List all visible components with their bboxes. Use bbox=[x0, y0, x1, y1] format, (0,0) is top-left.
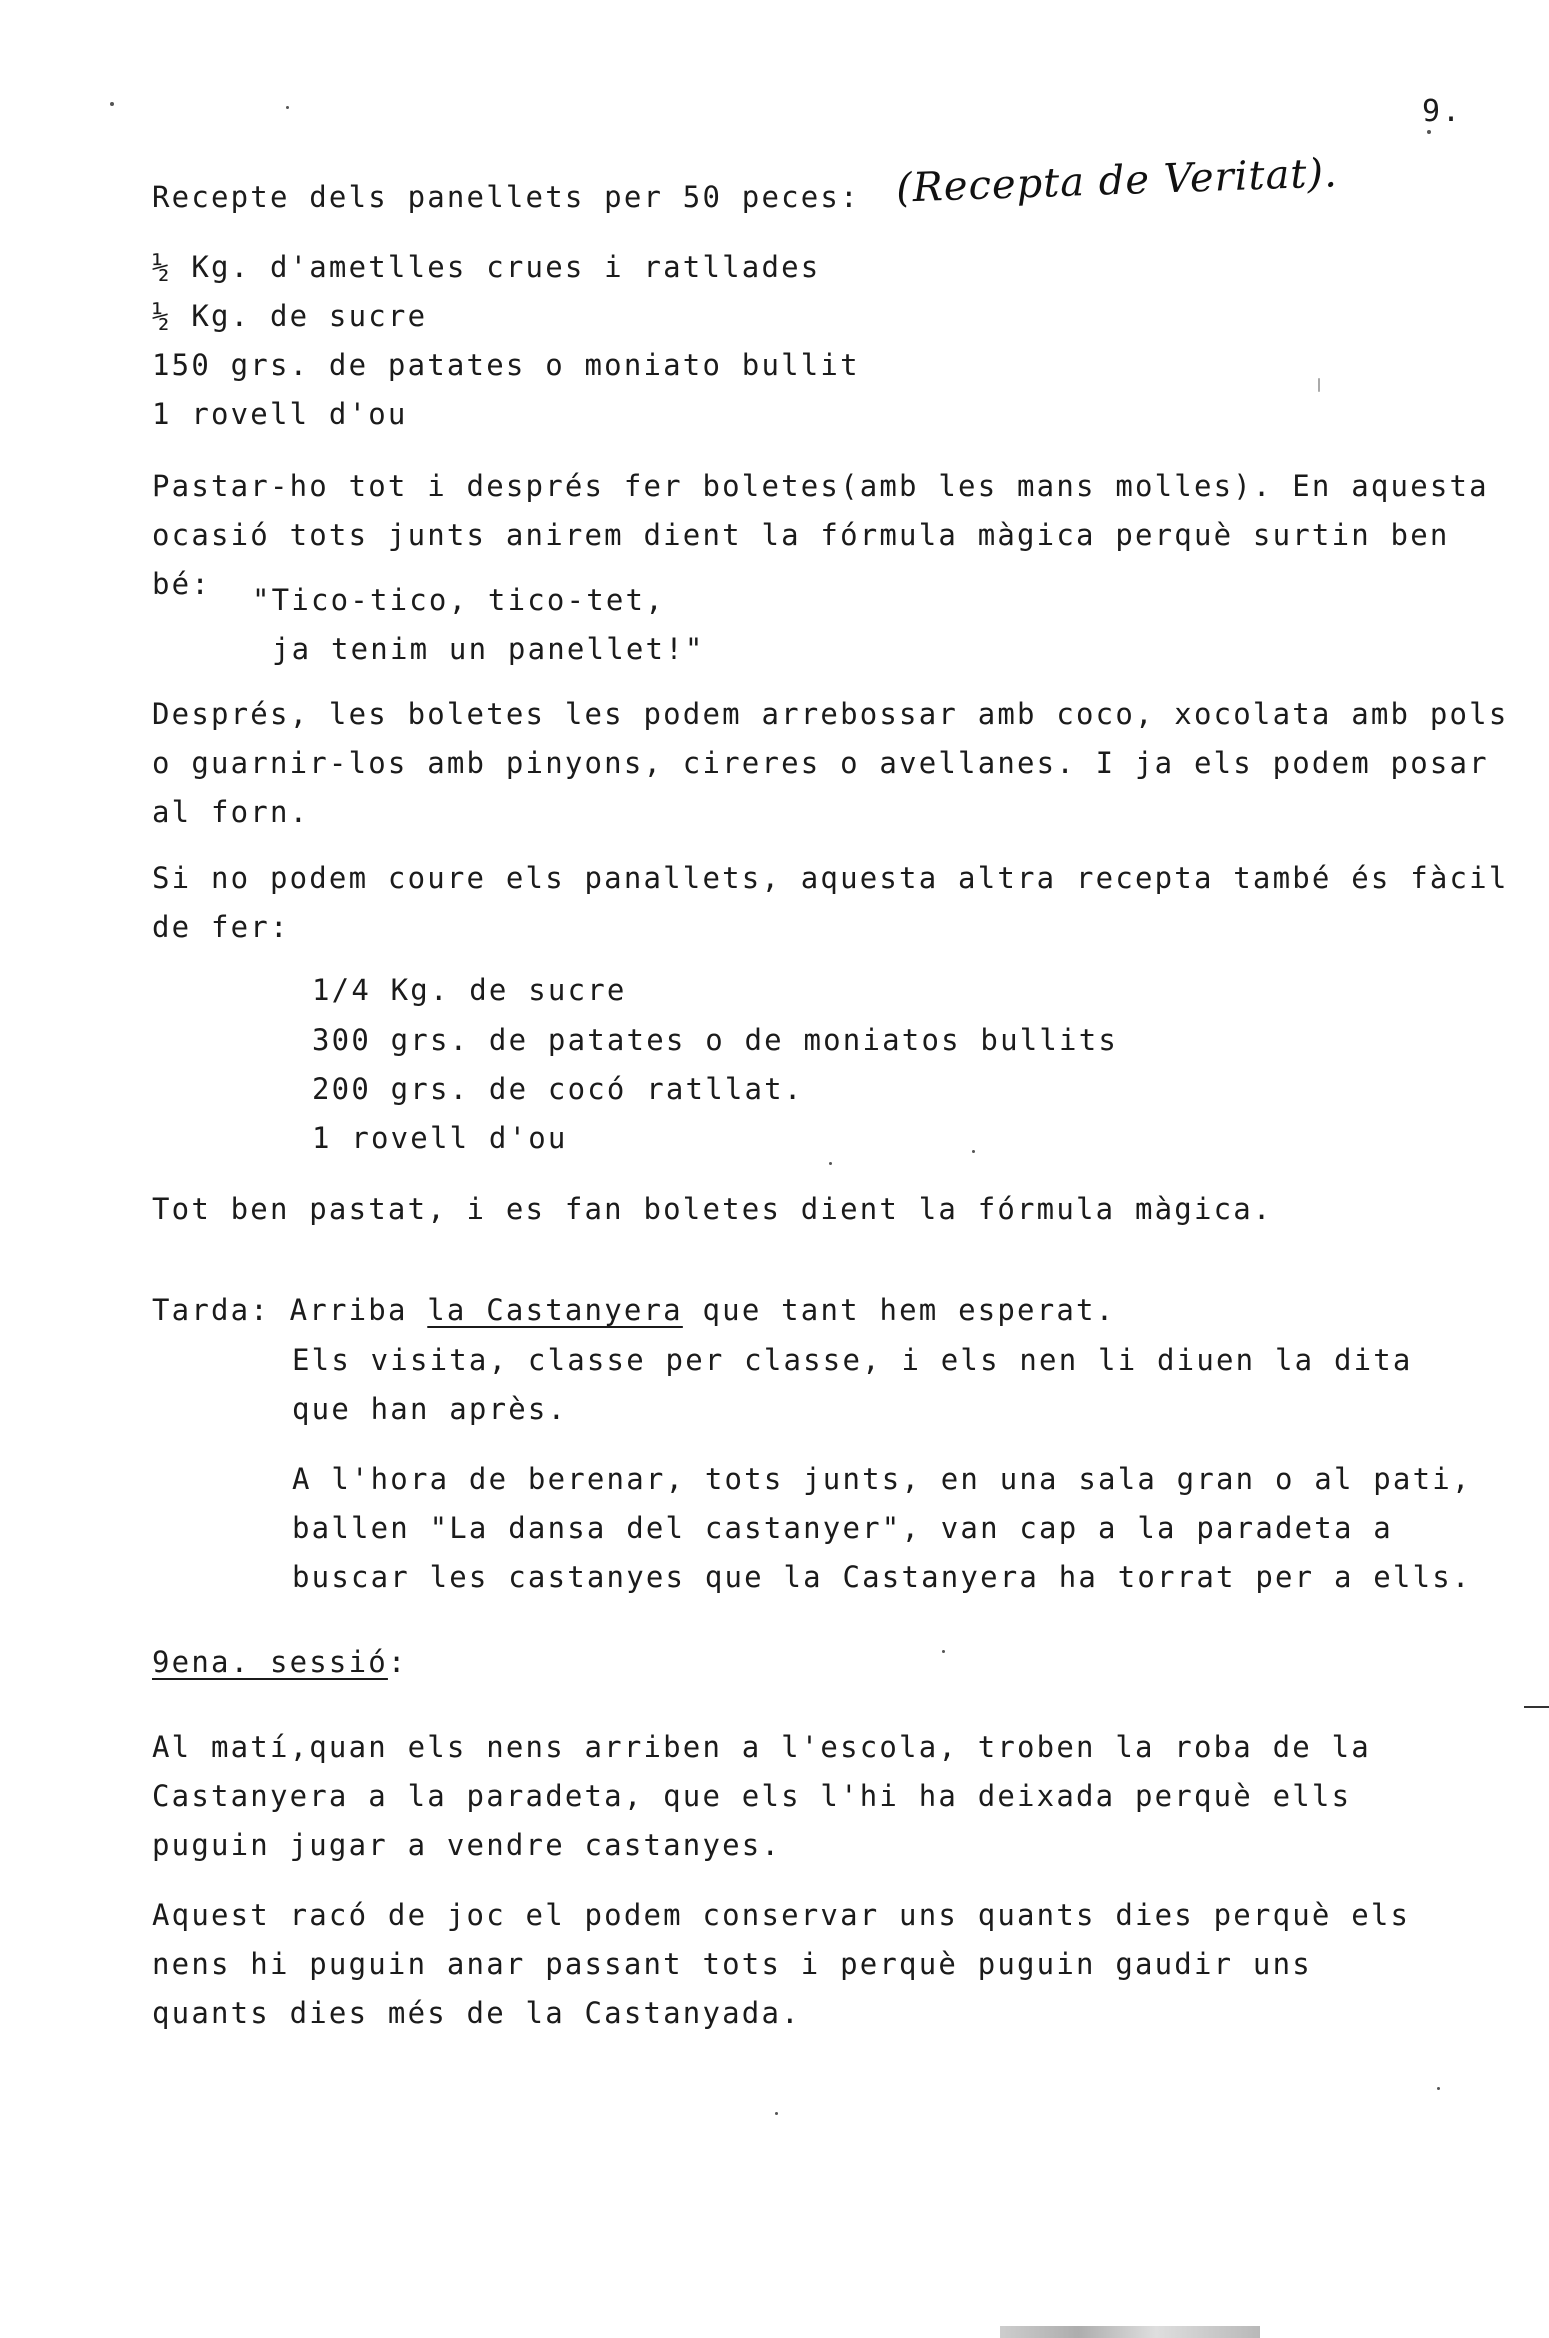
recipe2-ingredient: 200 grs. de cocó ratllat. bbox=[312, 1072, 804, 1106]
tarda-text-a: Arriba bbox=[289, 1293, 428, 1327]
session9-heading-line bbox=[152, 1645, 408, 1679]
scan-edge-mark bbox=[1524, 1706, 1549, 1708]
recipe2-ingredient: 1 rovell d'ou bbox=[312, 1121, 568, 1155]
tarda-line: A l'hora de berenar, tots junts, en una sala gran o al pati, bbox=[292, 1462, 1472, 1496]
scan-speck bbox=[1437, 2087, 1440, 2090]
recipe1-ingredient: ½ Kg. d'ametlles crues i ratllades bbox=[152, 250, 821, 284]
recipe2-intro: Si no podem coure els panallets, aquesta altra recepta també és fàcil bbox=[152, 861, 1509, 895]
tarda-first-line bbox=[152, 1293, 1116, 1327]
session9-paragraph2-line: quants dies més de la Castanyada. bbox=[152, 1996, 801, 2030]
recipe1-ingredient: 1 rovell d'ou bbox=[152, 397, 408, 431]
scan-speck bbox=[286, 106, 289, 109]
recipe1-ingredient: ½ Kg. de sucre bbox=[152, 299, 428, 333]
session9-paragraph1-line: Castanyera a la paradeta, que els l'hi ha deixada perquè ells bbox=[152, 1779, 1352, 1813]
magic-formula-line: ja tenim un panellet!" bbox=[272, 632, 705, 666]
session9-paragraph2-line: Aquest racó de joc el podem conservar uns quants dies perquè els bbox=[152, 1898, 1411, 1932]
tarda-text-b: que tant hem esperat. bbox=[682, 1293, 1116, 1327]
recipe1-instruction: ocasió tots junts anirem dient la fórmula màgica perquè surtin ben bbox=[152, 518, 1450, 552]
recipe1-instruction: bé: bbox=[152, 567, 211, 601]
scan-speck bbox=[775, 2112, 778, 2115]
tarda-label: Tarda: bbox=[152, 1293, 270, 1327]
session9-heading-suffix: : bbox=[387, 1645, 408, 1679]
recipe2-ingredient: 1/4 Kg. de sucre bbox=[312, 973, 627, 1007]
tarda-line: buscar les castanyes que la Castanyera ha torrat per a ells. bbox=[292, 1560, 1472, 1594]
tarda-line: que han après. bbox=[292, 1392, 568, 1426]
recipe1-after: o guarnir-los amb pinyons, cireres o avellanes. I ja els podem posar bbox=[152, 746, 1489, 780]
recipe1-instruction: Pastar-ho tot i després fer boletes(amb les mans molles). En aquesta bbox=[152, 469, 1489, 503]
scan-bottom-mark bbox=[1000, 2326, 1260, 2338]
scan-speck bbox=[1318, 378, 1320, 392]
tarda-line: ballen "La dansa del castanyer", van cap a la paradeta a bbox=[292, 1511, 1393, 1545]
recipe1-title: Recepte dels panellets per 50 peces: bbox=[152, 180, 860, 214]
session9-heading: 9ena. sessió bbox=[152, 1645, 388, 1679]
recipe1-ingredient: 150 grs. de patates o moniato bullit bbox=[152, 348, 860, 382]
recipe1-after: al forn. bbox=[152, 795, 310, 829]
session9-paragraph1-line: puguin jugar a vendre castanyes. bbox=[152, 1828, 782, 1862]
scan-speck bbox=[1427, 130, 1431, 134]
handwritten-note: (Recepta de Veritat). bbox=[895, 150, 1339, 212]
magic-formula-line: "Tico-tico, tico-tet, bbox=[252, 583, 665, 617]
recipe2-intro: de fer: bbox=[152, 910, 290, 944]
recipe1-after: Després, les boletes les podem arrebossar amb coco, xocolata amb pols bbox=[152, 697, 1509, 731]
session9-paragraph2-line: nens hi puguin anar passant tots i perquè puguin gaudir uns bbox=[152, 1947, 1312, 1981]
scan-speck bbox=[829, 1162, 832, 1165]
tarda-line: Els visita, classe per classe, i els nen li diuen la dita bbox=[292, 1343, 1413, 1377]
recipe2-ingredient: 300 grs. de patates o de moniatos bullits bbox=[312, 1023, 1119, 1057]
castanyera-underlined: la Castanyera bbox=[427, 1293, 683, 1327]
scan-speck bbox=[972, 1150, 975, 1153]
scan-speck bbox=[110, 102, 114, 106]
session9-paragraph1-line: Al matí,quan els nens arriben a l'escola, troben la roba de la bbox=[152, 1730, 1371, 1764]
scan-speck bbox=[942, 1650, 945, 1653]
page-number: 9. bbox=[1422, 94, 1463, 129]
recipe2-closing: Tot ben pastat, i es fan boletes dient la fórmula màgica. bbox=[152, 1192, 1273, 1226]
